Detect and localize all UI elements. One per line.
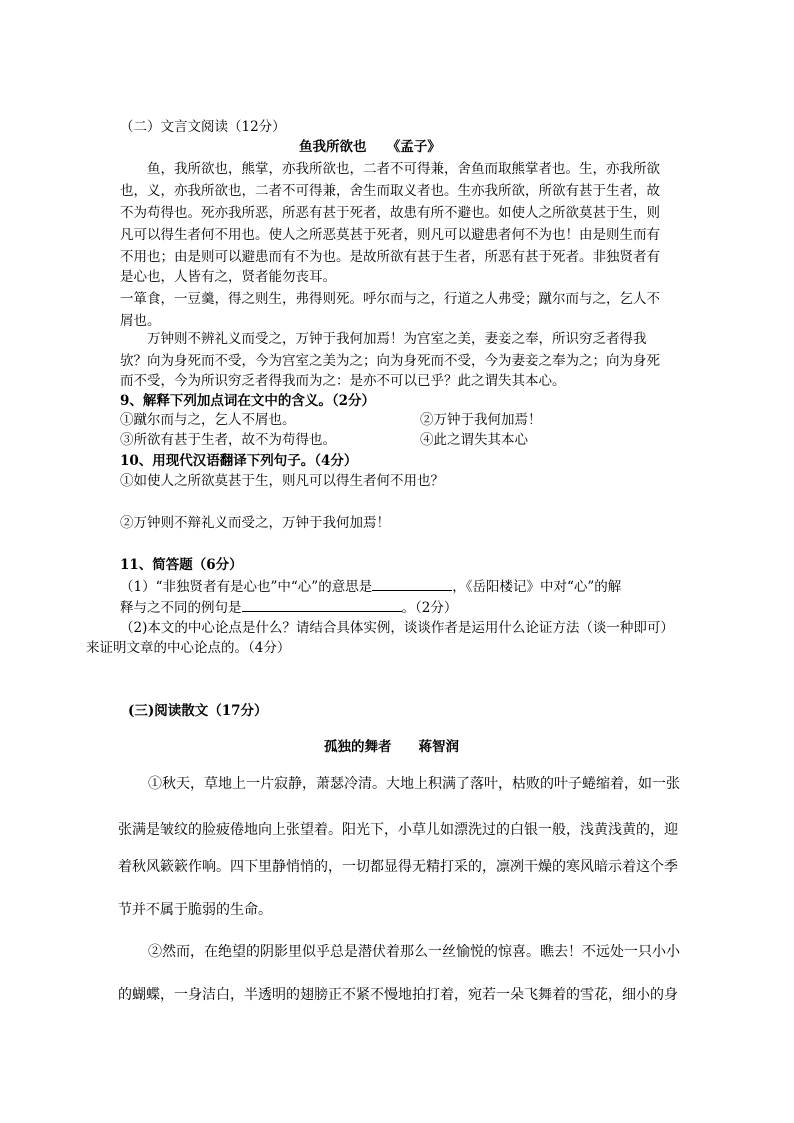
question-11-text: ，《岳阳楼记》中对“心”的解 <box>452 579 622 595</box>
essay-line: ①秋天，草地上一片寂静，萧瑟冷清。大地上积满了落叶，枯败的叶子蜷缩着，如一张 <box>148 776 680 792</box>
passage-line: 不用也；由是则可以避患而有不为也。是故所欲有甚于生者，所恶有甚于死者。非独贤者有 <box>120 249 660 265</box>
passage-line: 欤？向为身死而不受，今为宫室之美为之；向为身死而不受，今为妻妾之奉为之；向为身死 <box>120 353 660 369</box>
essay-line: 节并不属于脆弱的生命。 <box>118 902 272 918</box>
section2-heading: （二）文言文阅读（12分） <box>120 119 286 135</box>
question-11-prompt: 11、简答题（6分） <box>120 557 243 573</box>
essay-line: 张满是皱纹的脸疲倦地向上张望着。阳光下，小草儿如漂洗过的白银一般，浅黄浅黄的，迎 <box>118 822 678 838</box>
section2-title: 鱼我所欲也 《孟子》 <box>299 139 441 155</box>
question-10-prompt: 10、用现代汉语翻译下列句子。（4分） <box>120 453 358 469</box>
passage-line: 也，义，亦我所欲也，二者不可得兼，舍生而取义者也。生亦我所欲，所欲有甚于生者，故 <box>120 183 660 199</box>
question-9-item: ①蹴尔而与之，乞人不屑也。 <box>120 412 296 428</box>
passage-line: 鱼，我所欲也，熊掌，亦我所欲也，二者不可得兼，舍鱼而取熊掌者也。生，亦我所欲 <box>120 161 660 177</box>
section3-title: 孤独的舞者 蒋智润 <box>324 739 459 755</box>
question-11-line <box>120 577 621 597</box>
question-10-item: ①如使人之所欲莫甚于生，则凡可以得生者何不用也？ <box>120 473 444 489</box>
question-11-line: （2)本文的中心论点是什么？请结合具体实例，谈谈作者是运用什么论证方法（谈一种即可） <box>120 620 674 636</box>
answer-blank[interactable] <box>372 577 452 591</box>
passage-line: 屑也。 <box>120 313 161 329</box>
question-10-item: ②万钟则不辩礼义而受之，万钟于我何加焉！ <box>120 515 390 531</box>
question-11-line: 来证明文章的中心论点的。（4分） <box>86 640 291 656</box>
question-11-line <box>120 598 457 618</box>
question-11-text: 释与之不同的例句是 <box>120 600 242 616</box>
question-9-item: ④此之谓失其本心 <box>420 432 528 448</box>
question-9-item: ②万钟于我何加焉！ <box>420 412 542 428</box>
passage-line: 万钟则不辨礼义而受之，万钟于我何加焉！为宫室之美，妻妾之奉，所识穷乏者得我 <box>120 331 647 347</box>
passage-line: 是心也，人皆有之，贤者能勿丧耳。 <box>120 269 336 285</box>
question-9-item: ③所欲有甚于生者，故不为苟得也。 <box>120 432 336 448</box>
question-11-text: 。（2分） <box>401 600 458 616</box>
question-9-prompt: 9、解释下列加点词在文中的含义。（2分） <box>120 393 376 409</box>
answer-blank[interactable] <box>242 598 402 612</box>
essay-line: 着秋风簌簌作响。四下里静悄悄的，一切都显得无精打采的，凛冽干燥的寒风暗示着这个季 <box>118 859 678 875</box>
passage-line: 不为苟得也。死亦我所恶，所恶有甚于死者，故患有所不避也。如使人之所欲莫甚于生，则 <box>120 205 660 221</box>
essay-line: ②然而，在绝望的阴影里似乎总是潜伏着那么一丝愉悦的惊喜。瞧去！不远处一只小小 <box>148 944 680 960</box>
essay-line: 的蝴蝶，一身洁白，半透明的翅膀正不紧不慢地拍打着，宛若一朵飞舞着的雪花，细小的身 <box>118 987 678 1003</box>
passage-line: 凡可以得生者何不用也。使人之所恶莫甚于死者，则凡可以避患者何不为也！由是则生而有 <box>120 227 660 243</box>
section3-heading: (三)阅读散文（17分） <box>128 703 268 719</box>
passage-line: 一箪食，一豆羹，得之则生，弗得则死。呼尔而与之，行道之人弗受；蹴尔而与之，乞人不 <box>120 291 660 307</box>
passage-line: 而不受，今为所识穷乏者得我而为之：是亦不可以已乎？此之谓失其本心。 <box>120 373 566 389</box>
question-11-text: （1）“非独贤者有是心也”中“心”的意思是 <box>120 579 373 595</box>
